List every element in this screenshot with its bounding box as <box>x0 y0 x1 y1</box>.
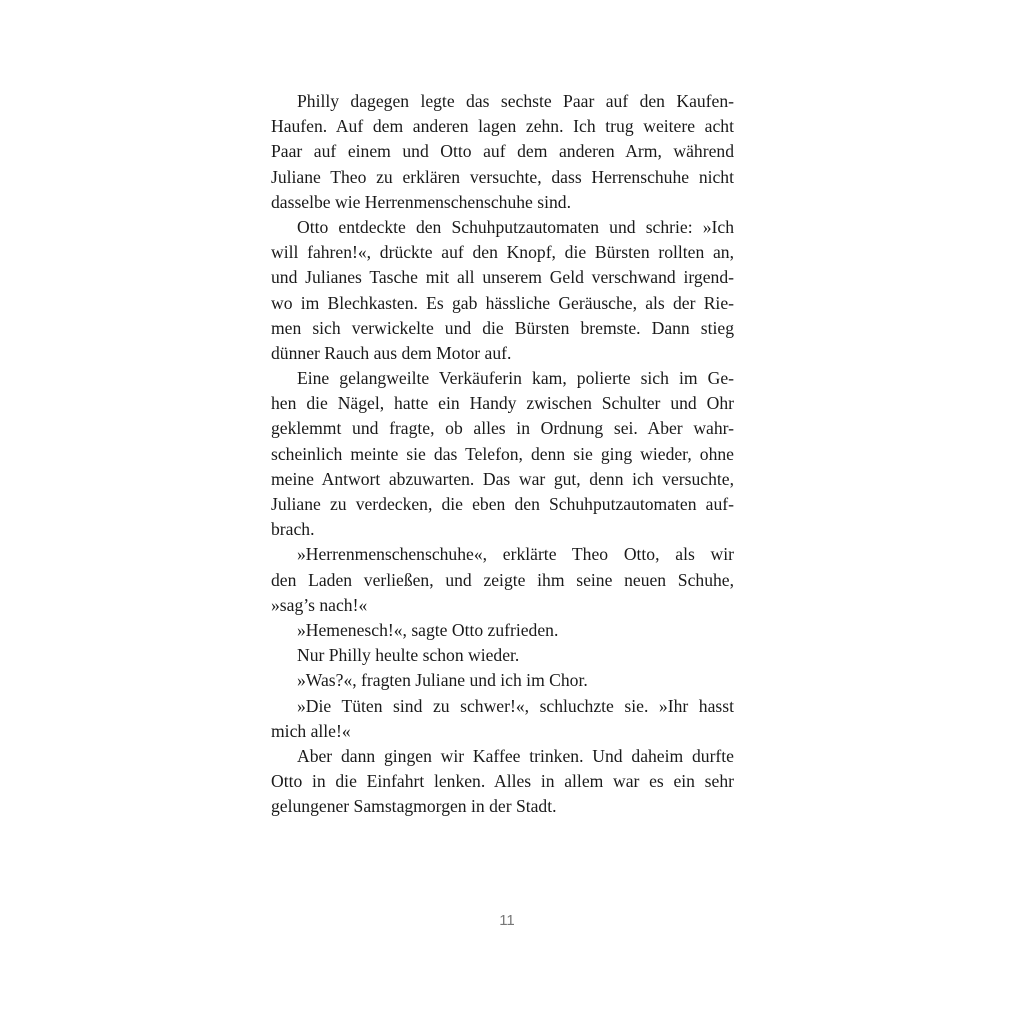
text-line: Philly dagegen legte das sechste Paar auf den Kaufen- <box>297 91 734 111</box>
text-line: Juliane zu verdecken, die eben den Schuhputzautomaten auf- <box>271 494 734 514</box>
text-line: dünner Rauch aus dem Motor auf. <box>271 342 512 363</box>
paragraph-2 <box>271 215 734 366</box>
text-line: hen die Nägel, hatte ein Handy zwischen Schulter und Ohr <box>271 393 734 414</box>
text-line: Paar auf einem und Otto auf dem anderen Arm, während <box>271 141 734 162</box>
text-line: Juliane Theo zu erklären versuchte, dass Herrenschuhe nicht <box>271 166 734 187</box>
paragraph-1 <box>271 89 734 215</box>
text-line: geklemmt und fragte, ob alles in Ordnung sei. Aber wahr- <box>271 418 734 439</box>
text-line: scheinlich meinte sie das Telefon, denn sie ging wieder, ohne <box>271 443 734 464</box>
text-line: dasselbe wie Herrenmenschenschuhe sind. <box>271 191 571 212</box>
text-line: Otto entdeckte den Schuhputzautomaten und schrie: »Ich <box>297 216 734 237</box>
paragraph-3 <box>271 366 734 542</box>
text-line: Otto in die Einfahrt lenken. Alles in allem war es ein sehr <box>271 771 734 792</box>
text-line: Nur Philly heulte schon wieder. <box>297 645 520 666</box>
page-number: 11 <box>499 912 515 929</box>
text-line: gelungener Samstagmorgen in der Stadt. <box>271 796 557 817</box>
text-line: men sich verwickelte und die Bürsten bremste. Dann stieg <box>271 317 734 338</box>
text-line: »sag’s nach!« <box>271 594 368 615</box>
paragraph-9 <box>271 744 734 820</box>
text-line: »Herrenmenschenschuhe«, erklärte Theo Otto, als wir <box>297 544 734 565</box>
paragraph-8 <box>271 694 734 744</box>
paragraph-5 <box>271 618 734 643</box>
text-line: meine Antwort abzuwarten. Das war gut, denn ich versuchte, <box>271 468 734 489</box>
text-line: mich alle!« <box>271 720 351 741</box>
text-line: den Laden verließen, und zeigte ihm seine neuen Schuhe, <box>271 569 734 590</box>
text-line: »Die Tüten sind zu schwer!«, schluchzte sie. »Ihr hasst <box>297 695 734 716</box>
text-line: Aber dann gingen wir Kaffee trinken. Und daheim durfte <box>297 745 734 766</box>
text-line: Haufen. Auf dem anderen lagen zehn. Ich trug weitere acht <box>271 116 734 137</box>
paragraph-4 <box>271 542 734 618</box>
paragraph-7 <box>271 668 734 693</box>
text-line: will fahren!«, drückte auf den Knopf, die Bürsten rollten an, <box>271 242 734 263</box>
paragraph-6 <box>271 643 734 668</box>
text-line: »Hemenesch!«, sagte Otto zufrieden. <box>297 619 559 640</box>
text-line: »Was?«, fragten Juliane und ich im Chor. <box>297 670 588 691</box>
text-line: brach. <box>271 519 315 540</box>
text-line: wo im Blechkasten. Es gab hässliche Geräusche, als der Rie- <box>271 292 734 313</box>
text-line: Eine gelangweilte Verkäuferin kam, polierte sich im Ge- <box>297 368 734 389</box>
body-text <box>271 89 734 819</box>
text-line: und Julianes Tasche mit all unserem Geld verschwand irgend- <box>271 267 734 288</box>
